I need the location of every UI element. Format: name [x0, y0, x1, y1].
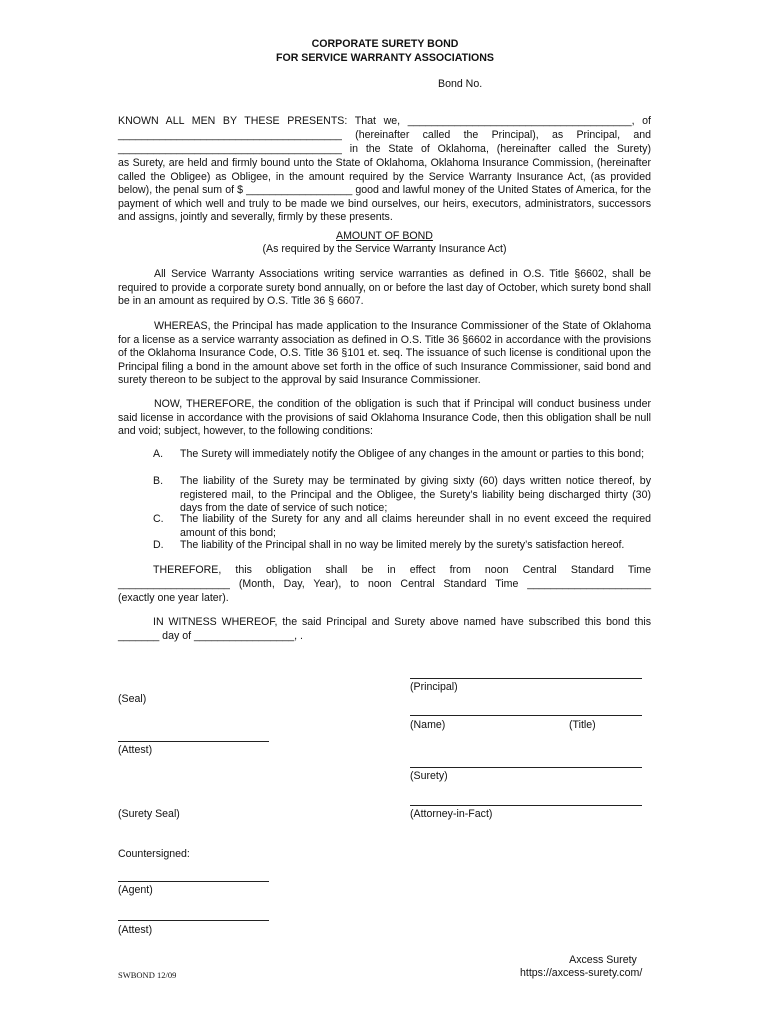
principal-label: (Principal) — [410, 681, 458, 693]
attest-label-2: (Attest) — [118, 924, 153, 936]
company-url-link[interactable]: https://axcess-surety.com/ — [520, 967, 643, 979]
condition-letter: D. — [153, 539, 164, 551]
surety-signature-line — [410, 767, 642, 768]
agent-signature-line — [118, 881, 269, 882]
therefore-line-1: THEREFORE, this obligation shall be in effect from noon Central Standard Time — [153, 564, 651, 576]
amount-heading: AMOUNT OF BOND — [336, 230, 433, 242]
form-code: SWBOND 12/09 — [118, 970, 177, 980]
surety-seal-label: (Surety Seal) — [118, 808, 180, 820]
attorney-label: (Attorney-in-Fact) — [410, 808, 493, 820]
now-therefore-paragraph: NOW, THEREFORE, the condition of the obligation is such that if Principal will conduct business under said license in accordance with the provisions of said Oklahoma Insurance Code, then this obligation shall be null and void; subject, however, to the following conditions: — [118, 398, 651, 438]
title-label: (Title) — [569, 719, 596, 731]
condition-letter: B. — [153, 475, 164, 487]
condition-text: The liability of the Surety may be terminated by giving sixty (60) days written notice thereof, by registered mail, to the Principal and the Obligee, the Surety’s liability being discharged thirty (30) days from the date of service of such notice; — [180, 475, 651, 515]
condition-text: The liability of the Surety for any and all claims hereunder shall in no event exceed the required amount of this bond; — [180, 513, 651, 539]
name-title-signature-line — [410, 715, 642, 716]
principal-signature-line — [410, 678, 642, 679]
seal-label: (Seal) — [118, 693, 147, 705]
therefore-line-3: (exactly one year later). — [118, 592, 229, 604]
surety-label: (Surety) — [410, 770, 448, 782]
condition-letter: C. — [153, 513, 164, 525]
attest-signature-line-1 — [118, 741, 269, 742]
witness-line-1: IN WITNESS WHEREOF, the said Principal and Surety above named have subscribed this bond this — [153, 616, 651, 628]
attest-label-1: (Attest) — [118, 744, 153, 756]
therefore-line-2: ___________________ (Month, Day, Year), to noon Central Standard Time _____________________ — [118, 578, 651, 590]
intro-line-1: KNOWN ALL MEN BY THESE PRESENTS: That we, ______________________________________, of — [118, 115, 651, 127]
agent-label: (Agent) — [118, 884, 153, 896]
countersigned-label: Countersigned: — [118, 848, 190, 860]
intro-paragraph: as Surety, are held and firmly bound unto the State of Oklahoma, Oklahoma Insurance Commission, (hereinafter called the Obligee) as Obligee, in the amount required by the Service Warranty Insurance Act, (as provided below), the penal sum of $ __________________ good and lawful money of the United States of America, for the payment of which well and truly to be made we bind ourselves, our heirs, executors, administrators, successors and assigns, jointly and severally, firmly by these presents. — [118, 157, 651, 224]
company-name: Axcess Surety — [569, 954, 637, 966]
document-title: CORPORATE SURETY BOND — [311, 38, 459, 50]
name-label: (Name) — [410, 719, 446, 731]
amount-subheading: (As required by the Service Warranty Insurance Act) — [262, 243, 507, 255]
bond-number-label: Bond No. — [438, 78, 483, 90]
whereas-paragraph: WHEREAS, the Principal has made application to the Insurance Commissioner of the State of Oklahoma for a license as a service warranty association as defined in O.S. Title 36 §6602 in accordance with the provisions of the Oklahoma Insurance Code, O.S. Title 36 §101 et. seq. The issuance of such license is conditional upon the Principal filing a bond in the amount above set forth in the office of such Insurance Commissioner, said bond and surety thereon to be subject to the approval by said Insurance Commissioner. — [118, 320, 651, 387]
witness-line-2: _______ day of _________________, . — [118, 630, 303, 642]
document-subtitle: FOR SERVICE WARRANTY ASSOCIATIONS — [276, 52, 494, 64]
service-warranty-paragraph: All Service Warranty Associations writing service warranties as defined in O.S. Title §6602, shall be required to provide a corporate surety bond annually, on or before the last day of October, which surety bond shall be in an amount as required by O.S. Title 36 § 6607. — [118, 268, 651, 308]
intro-line-3: ______________________________________ in the State of Oklahoma, (hereinafter called the Surety) — [118, 143, 651, 155]
condition-text: The Surety will immediately notify the Obligee of any changes in the amount or parties to this bond; — [180, 448, 645, 460]
attorney-signature-line — [410, 805, 642, 806]
attest-signature-line-2 — [118, 920, 269, 921]
condition-text: The liability of the Principal shall in no way be limited merely by the surety’s satisfaction hereof. — [180, 539, 625, 551]
intro-line-2: ______________________________________ (hereinafter called the Principal), as Principal, and — [118, 129, 651, 141]
condition-letter: A. — [153, 448, 164, 460]
